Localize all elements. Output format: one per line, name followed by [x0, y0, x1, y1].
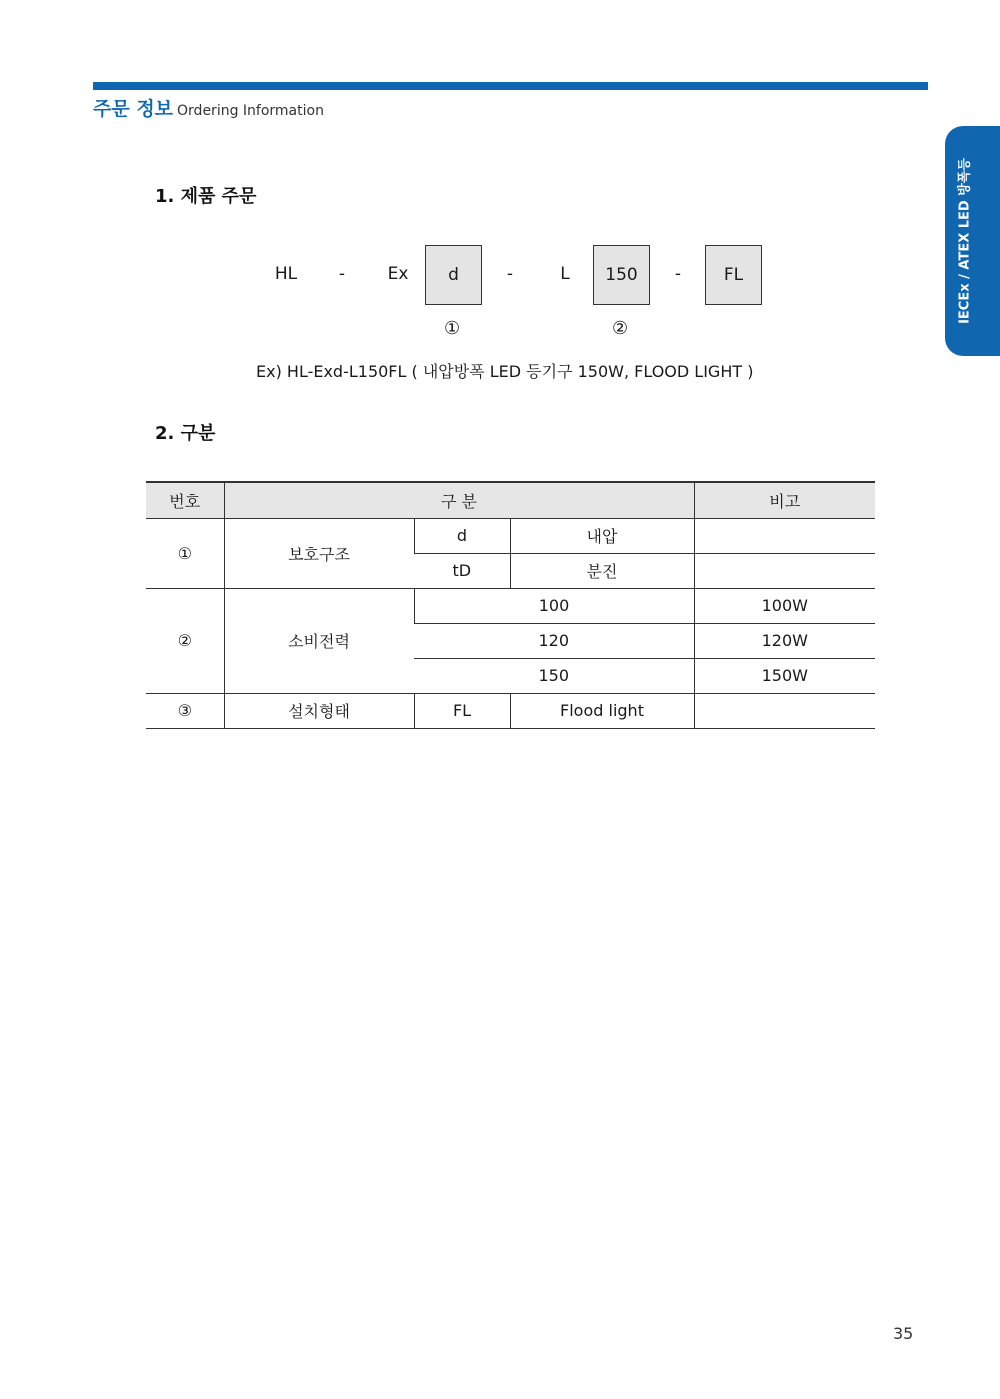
code-box-protection: d: [425, 245, 482, 305]
code-prefix: HL: [274, 264, 298, 284]
row-description: 내압: [510, 518, 694, 553]
code-dash: -: [674, 264, 682, 284]
header-accent-bar: [93, 82, 928, 90]
code-box-installation: FL: [705, 245, 762, 305]
row-description: Flood light: [510, 693, 694, 728]
code-marker-2: ②: [612, 318, 629, 339]
row-category-name: 소비전력: [224, 588, 414, 693]
table-row: [146, 693, 875, 728]
row-category-name: 보호구조: [224, 518, 414, 588]
row-number: ②: [146, 588, 224, 693]
section-title-product-order: 1. 제품 주문: [155, 186, 257, 207]
code-box-wattage: 150: [593, 245, 650, 305]
header-number: 번호: [146, 482, 224, 518]
page-header: [93, 94, 324, 121]
row-note: [694, 518, 875, 553]
row-code: d: [414, 518, 510, 553]
row-description: 분진: [510, 553, 694, 588]
code-l: L: [560, 264, 570, 284]
code-dash: -: [338, 264, 346, 284]
row-number: ①: [146, 518, 224, 588]
row-note: 150W: [694, 658, 875, 693]
page-number: 35: [893, 1324, 914, 1343]
header-title-english: Ordering Information: [177, 103, 324, 119]
row-value: 100: [414, 588, 694, 623]
header-title-korean: 주문 정보: [93, 98, 174, 120]
code-ex: Ex: [387, 264, 409, 284]
row-number: ③: [146, 693, 224, 728]
table-header-row: [146, 482, 875, 518]
row-code: FL: [414, 693, 510, 728]
row-note: 120W: [694, 623, 875, 658]
classification-table: [146, 481, 875, 729]
header-note: 비고: [694, 482, 875, 518]
order-example: Ex) HL-Exd-L150FL ( 내압방폭 LED 등기구 150W, FLOOD LIGHT ): [256, 362, 754, 381]
header-category: 구 분: [224, 482, 694, 518]
table-row: [146, 518, 875, 553]
section-title-classification: 2. 구분: [155, 423, 216, 444]
row-category-name: 설치형태: [224, 693, 414, 728]
table-row: [146, 588, 875, 623]
side-chapter-label: IECEx / ATEX LED 방폭등: [957, 158, 973, 324]
code-dash: -: [506, 264, 514, 284]
row-note: 100W: [694, 588, 875, 623]
row-value: 150: [414, 658, 694, 693]
code-marker-1: ①: [444, 318, 461, 339]
row-note: [694, 693, 875, 728]
row-value: 120: [414, 623, 694, 658]
row-note: [694, 553, 875, 588]
row-code: tD: [414, 553, 510, 588]
